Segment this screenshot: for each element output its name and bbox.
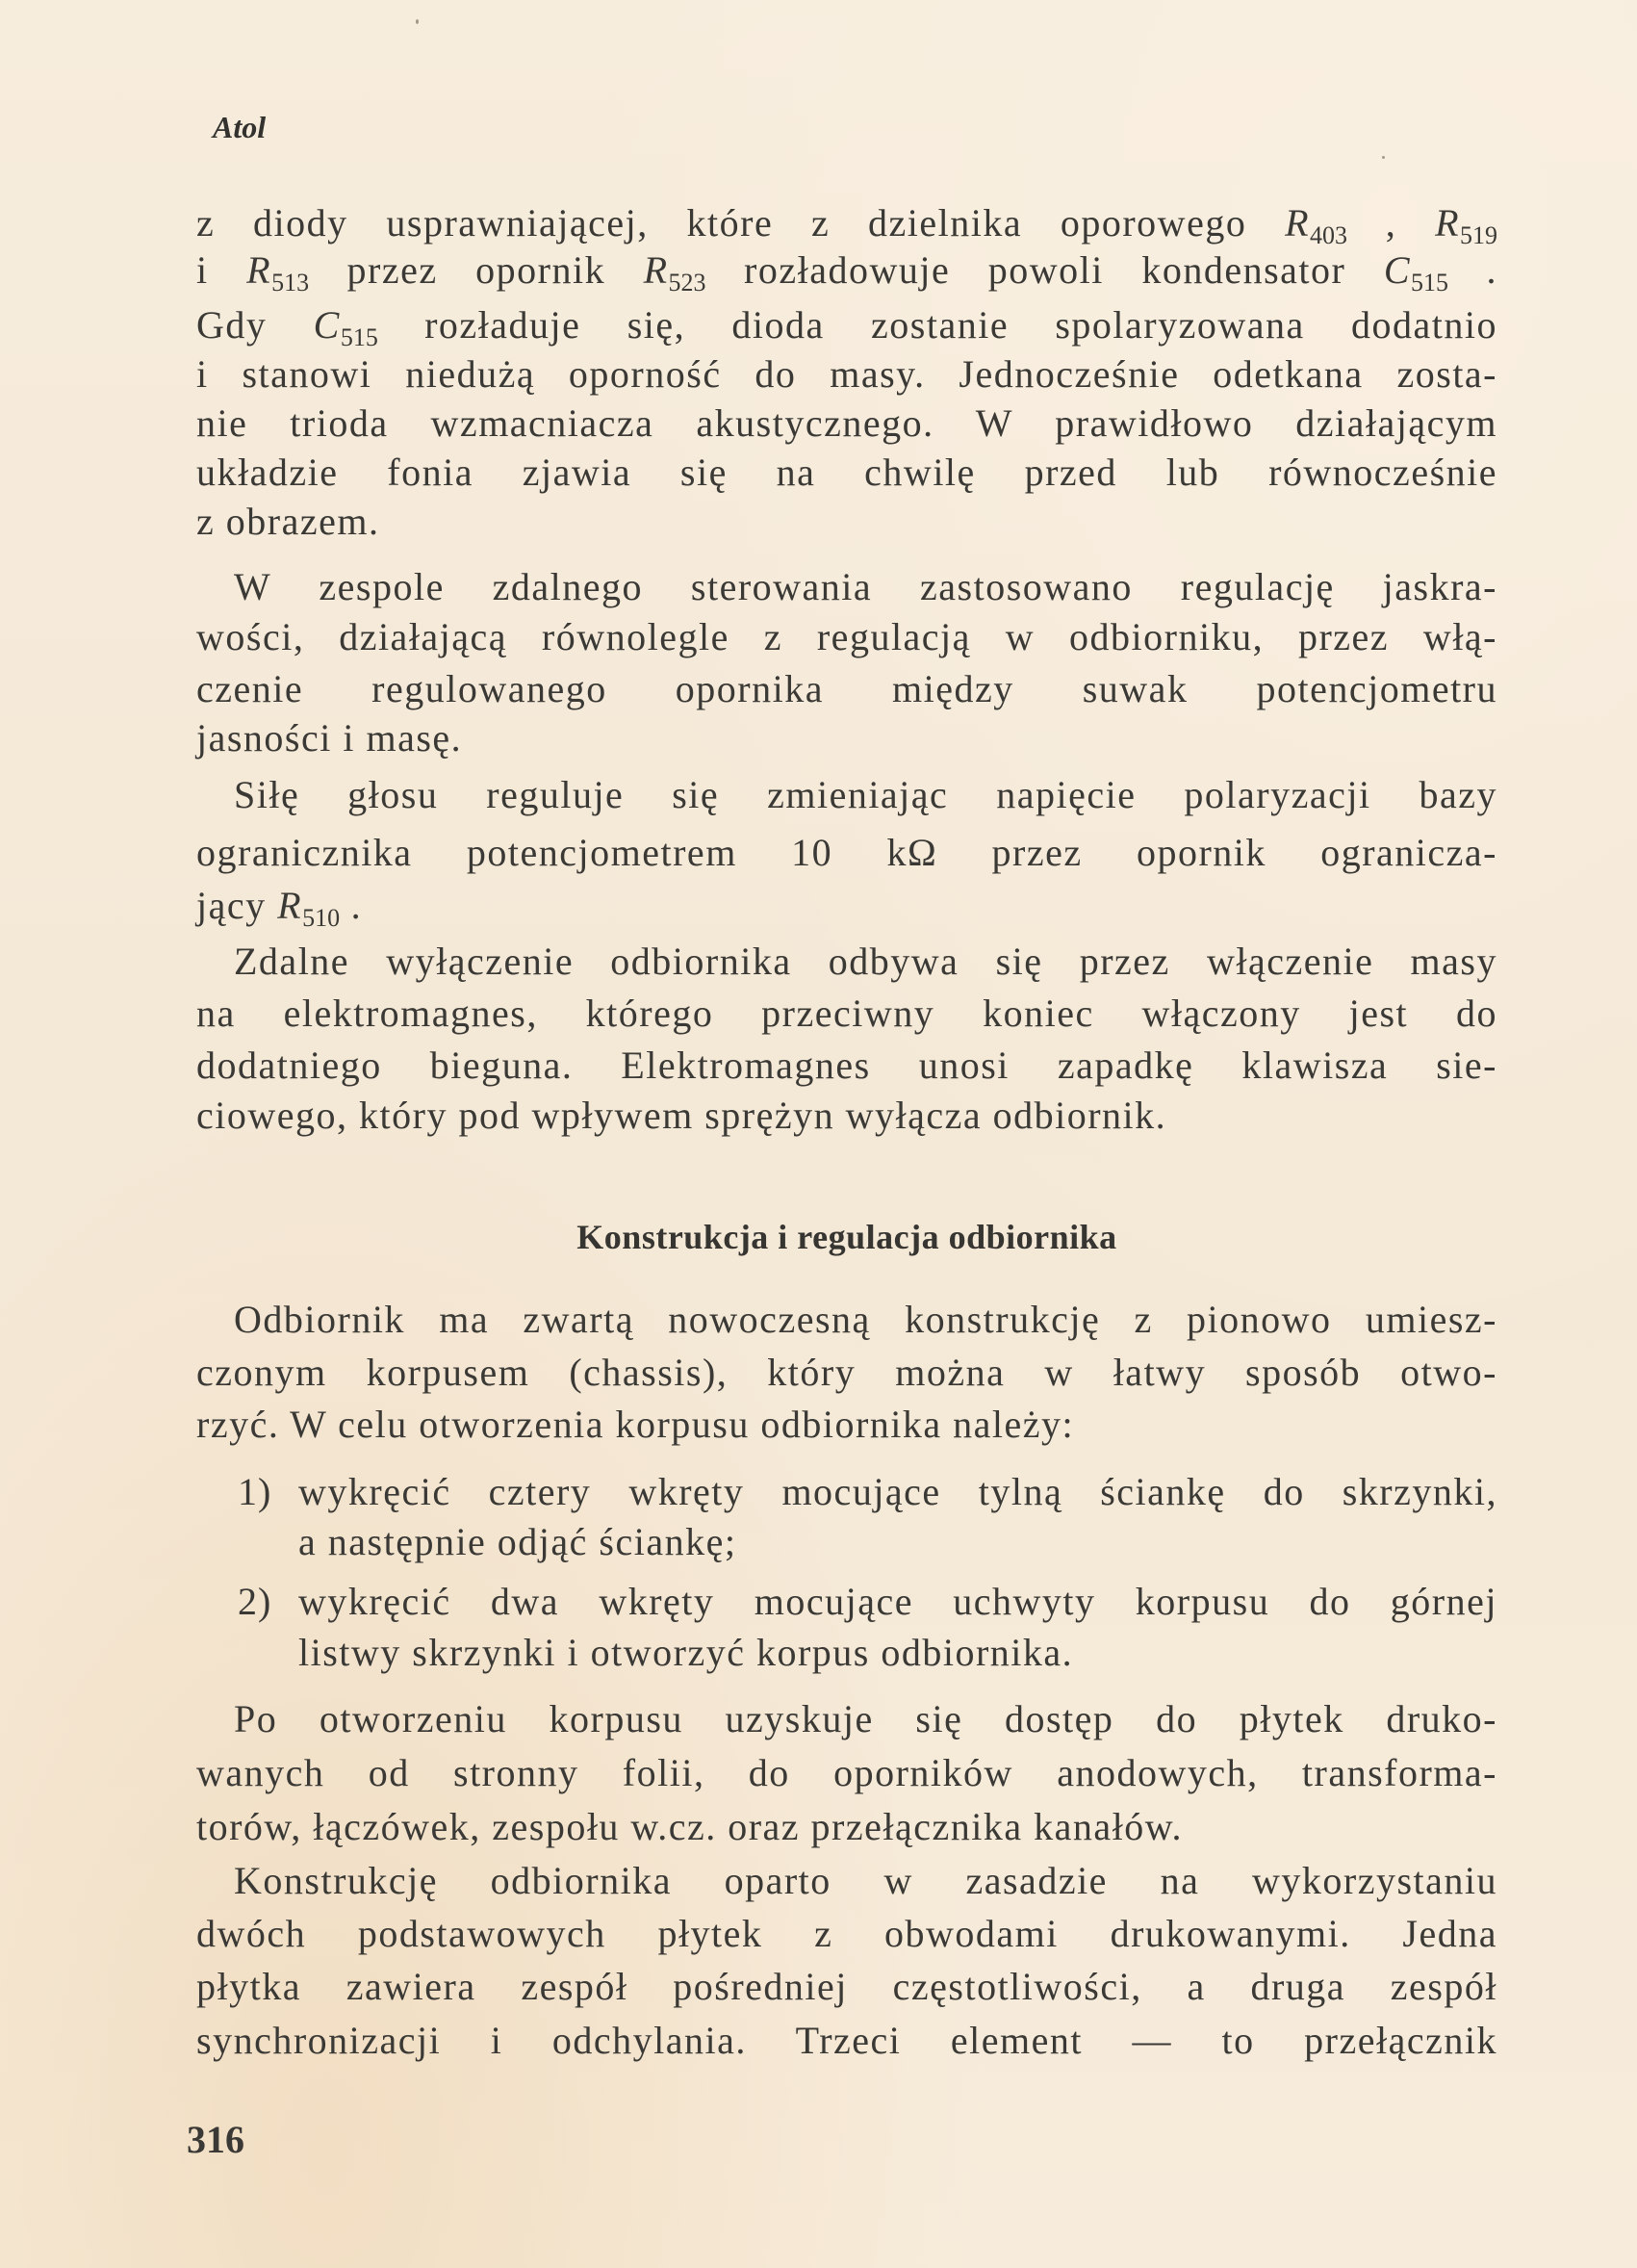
symbol-subscript: 519 [1460,221,1497,249]
text-run: ciowego, który pod wpływem sprężyn wyłącza odbiornik. [196,1094,1167,1137]
text-line [234,1856,1497,1906]
text-line [196,881,1497,931]
text-line [196,1348,1497,1398]
text-run: wykręcić cztery wkręty mocujące tylną ściankę do skrzynki, [298,1470,1497,1513]
text-run: na elektromagnes, którego przeciwny koniec włączony jest do [196,992,1497,1035]
text-run: Gdy [196,303,314,347]
text-line [196,198,1497,248]
text-run: czenie regulowanego opornika między suwak potencjometru [196,667,1497,710]
paper-speck [416,19,419,24]
symbol-subscript: 403 [1310,221,1348,249]
text-run: rozładuje się, dioda zostanie spolaryzowana dodatnio [377,303,1497,347]
text-line [196,1091,1497,1141]
paper-speck [1382,156,1385,159]
text-run: z diody usprawniającej, które z dzielnika oporowego [196,201,1286,245]
text-line [196,828,1497,878]
circuit-symbol: $R_{519}$ [1435,201,1497,249]
text-run: wanych od stronny folii, do oporników anodowych, transforma- [196,1751,1497,1794]
text-line [196,497,1497,547]
text-line [196,2016,1497,2066]
text-run: przez opornik [309,248,644,292]
text-run: rzyć. W celu otworzenia korpusu odbiornika należy: [196,1403,1075,1446]
text-run: . [340,884,363,927]
text-run: wykręcić dwa wkręty mocujące uchwyty korpusu do górnej [298,1580,1497,1623]
text-run: jasności i masę. [196,716,463,760]
text-run: nie trioda wzmacniacza akustycznego. W prawidłowo działającym [196,401,1497,445]
text-line [196,713,1497,763]
text-run: wości, działającą równolegle z regulacją w odbiorniku, przez włą- [196,615,1497,658]
text-run: jący [196,884,278,927]
text-line [196,664,1497,714]
symbol-subscript: 515 [1411,269,1449,296]
text-run: , [1347,201,1436,245]
page-number: 316 [187,2118,244,2161]
text-line [298,1628,1497,1678]
text-run: torów, łączówek, zespołu w.cz. oraz przełącznika kanałów. [196,1805,1184,1848]
text-run: płytka zawiera zespół pośredniej częstotliwości, a druga zespół [196,1965,1497,2008]
text-line [196,300,1497,350]
running-head: Atol [213,110,267,144]
text-line [196,448,1497,498]
text-line [196,1041,1497,1091]
text-run: Odbiornik ma zwartą nowoczesną konstrukcję z pionowo umiesz- [234,1298,1497,1341]
text-line [196,612,1497,662]
text-run: ogranicznika potencjometrem 10 kΩ przez opornik ogranicza- [196,831,1497,874]
text-line [234,937,1497,987]
circuit-symbol: $R_{403}$ [1285,201,1348,249]
text-line [234,770,1497,820]
text-run: Zdalne wyłączenie odbiornika odbywa się przez włączenie masy [234,940,1497,983]
symbol-subscript: 510 [302,904,341,932]
circuit-symbol: $R_{513}$ [246,248,310,296]
text-run: dwóch podstawowych płytek z obwodami drukowanymi. Jedna [196,1912,1497,1955]
text-line [196,1909,1497,1959]
text-line [234,1295,1497,1345]
symbol-subscript: 513 [271,269,310,296]
text-run: z obrazem. [196,500,380,543]
text-run: i [196,248,247,292]
text-line [196,1748,1497,1798]
circuit-symbol: $C_{515}$ [1383,248,1449,296]
text-run: . [1448,248,1498,292]
text-run: rozładowuje powoli kondensator [705,248,1384,292]
list-number: 2) [238,1580,272,1623]
circuit-symbol: $R_{523}$ [643,248,706,296]
text-run: listwy skrzynki i otworzyć korpus odbiornika. [298,1631,1074,1674]
list-number: 1) [238,1470,272,1513]
symbol-subscript: 515 [340,323,378,351]
circuit-symbol: $R_{510}$ [277,884,341,932]
text-line [196,245,1497,296]
text-run: Siłę głosu reguluje się zmieniając napięcie polaryzacji bazy [234,773,1497,816]
text-line [298,1577,1497,1627]
text-line [196,1962,1497,2012]
text-run: dodatniego bieguna. Elektromagnes unosi zapadkę klawisza sie- [196,1044,1497,1087]
text-run: Po otworzeniu korpusu uzyskuje się dostęp do płytek druko- [234,1697,1497,1740]
text-line [298,1467,1497,1517]
text-run: układzie fonia zjawia się na chwilę przed lub równocześnie [196,451,1497,494]
text-line [196,1400,1497,1450]
text-run: i stanowi niedużą oporność do masy. Jednocześnie odetkana zosta- [196,352,1497,396]
text-run: W zespole zdalnego sterowania zastosowano regulację jaskra- [234,565,1497,608]
text-line [196,1802,1497,1852]
circuit-symbol: $C_{515}$ [313,303,378,351]
text-line [196,989,1497,1039]
text-line [234,562,1497,612]
text-line [298,1517,1497,1567]
section-heading: Konstrukcja i regulacja odbiornika [576,1218,1117,1256]
text-run: Konstrukcję odbiornika oparto w zasadzie na wykorzystaniu [234,1859,1497,1902]
text-line [196,399,1497,449]
text-run: czonym korpusem (chassis), który można w łatwy sposób otwo- [196,1351,1497,1394]
symbol-subscript: 523 [668,269,706,296]
text-run: synchronizacji i odchylania. Trzeci element — to przełącznik [196,2019,1497,2062]
text-run: a następnie odjąć ściankę; [298,1520,737,1563]
text-line [234,1694,1497,1744]
text-line [196,349,1497,399]
